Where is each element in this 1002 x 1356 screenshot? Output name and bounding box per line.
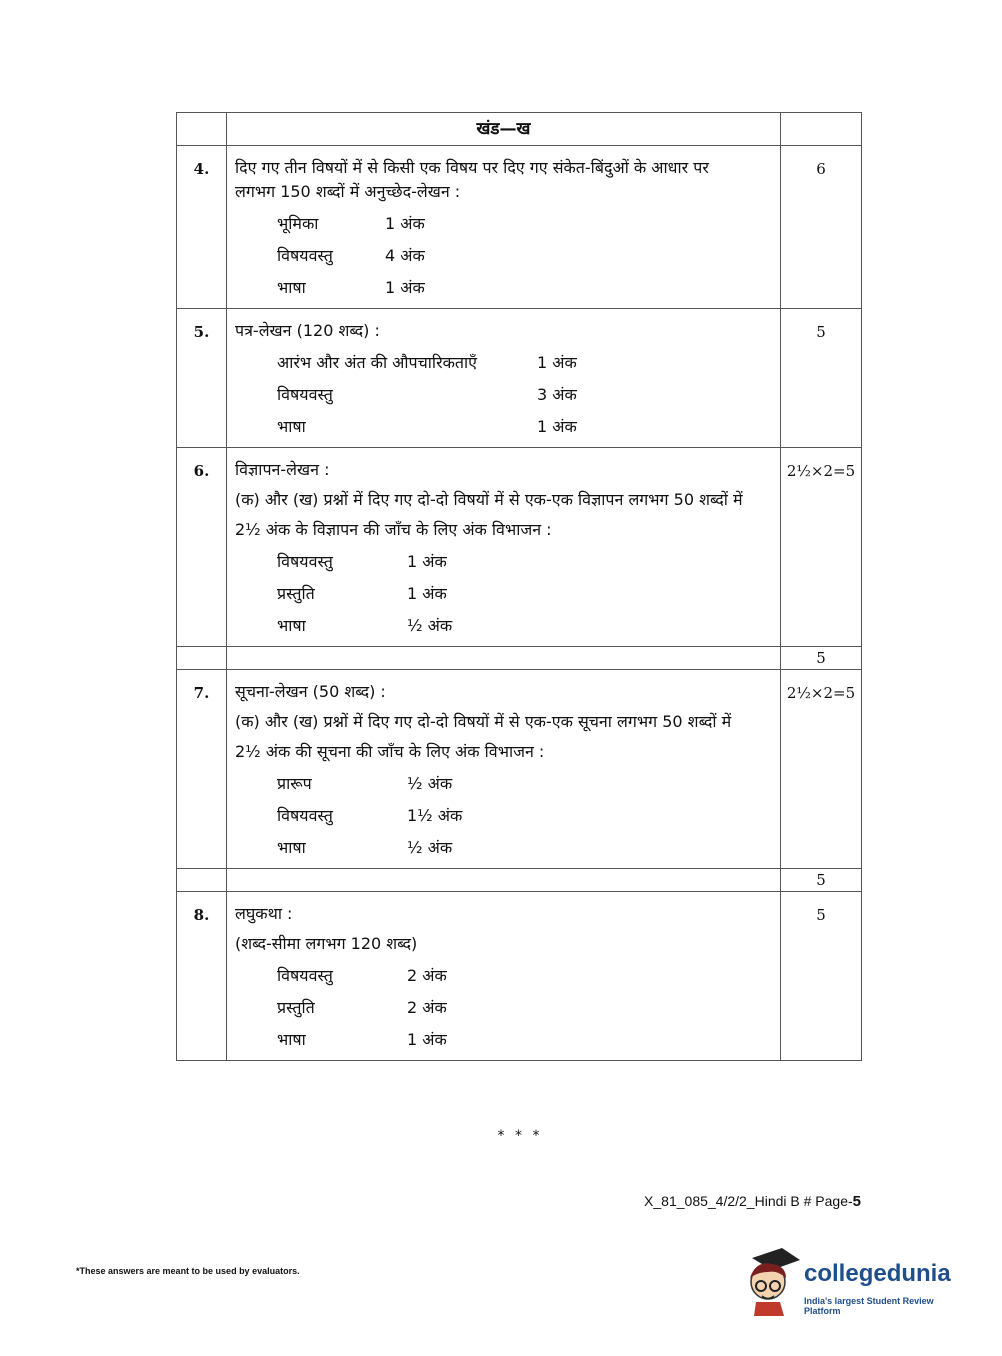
question-text: लघुकथा : bbox=[235, 904, 293, 923]
question-text: 2½ अंक के विज्ञापन की जाँच के लिए अंक विभाजन : bbox=[235, 520, 552, 539]
page-reference-code: X_81_085_4/2/2_Hindi B # Page- bbox=[644, 1193, 853, 1209]
mark-item-label: विषयवस्तु bbox=[277, 246, 333, 265]
question-text: (शब्द-सीमा लगभग 120 शब्द) bbox=[235, 934, 418, 953]
mark-item bbox=[235, 383, 772, 407]
question-text: सूचना-लेखन (50 शब्द) : bbox=[235, 682, 386, 701]
question-marks: 5 bbox=[781, 309, 862, 448]
mark-item-value: 4 अंक bbox=[385, 246, 425, 265]
mark-item-label: भाषा bbox=[277, 278, 306, 297]
total-row-6 bbox=[177, 647, 862, 670]
question-marks: 2½×2=5 bbox=[781, 670, 862, 869]
mark-item-value: 1 अंक bbox=[537, 417, 577, 436]
mark-item-value: 1 अंक bbox=[385, 278, 425, 297]
mark-item-label: प्रस्तुति bbox=[277, 998, 315, 1017]
collegedunia-logo bbox=[742, 1248, 970, 1318]
question-row-7 bbox=[177, 670, 862, 869]
page-number: 5 bbox=[852, 1193, 861, 1210]
question-text: विज्ञापन-लेखन : bbox=[235, 460, 330, 479]
mark-item bbox=[235, 772, 772, 796]
end-marker: * * * bbox=[497, 1128, 543, 1144]
question-marks: 2½×2=5 bbox=[781, 448, 862, 647]
question-body bbox=[227, 670, 781, 869]
brand-name: collegedunia bbox=[804, 1260, 951, 1287]
question-text: (क) और (ख) प्रश्नों में दिए गए दो-दो विषयों में से एक-एक विज्ञापन लगभग 50 शब्दों में bbox=[235, 490, 743, 509]
question-body bbox=[227, 448, 781, 647]
mark-item bbox=[235, 415, 772, 439]
mark-item-label: भूमिका bbox=[277, 214, 319, 233]
mark-item-value: 1 अंक bbox=[407, 584, 447, 603]
brand-tagline: India's largest Student Review Platform bbox=[804, 1296, 934, 1316]
mark-item-label: प्रस्तुति bbox=[277, 584, 315, 603]
mark-item bbox=[235, 582, 772, 606]
section-header-row bbox=[177, 113, 862, 146]
question-number: 6. bbox=[177, 448, 227, 647]
mark-item-label: विषयवस्तु bbox=[277, 385, 333, 404]
question-body bbox=[227, 892, 781, 1061]
mark-item bbox=[235, 351, 772, 375]
mark-item-label: भाषा bbox=[277, 1030, 306, 1049]
question-text: लगभग 150 शब्दों में अनुच्छेद-लेखन : bbox=[235, 182, 461, 201]
mark-item-label: भाषा bbox=[277, 838, 306, 857]
page-reference bbox=[644, 1193, 861, 1210]
question-row-5 bbox=[177, 309, 862, 448]
mark-item-value: ½ अंक bbox=[407, 774, 453, 793]
question-body bbox=[227, 309, 781, 448]
question-text: (क) और (ख) प्रश्नों में दिए गए दो-दो विषयों में से एक-एक सूचना लगभग 50 शब्दों में bbox=[235, 712, 732, 731]
mark-item-label: भाषा bbox=[277, 616, 306, 635]
question-row-4 bbox=[177, 146, 862, 309]
section-title: खंड—ख bbox=[227, 113, 781, 146]
total-row-7 bbox=[177, 869, 862, 892]
mark-item-label: आरंभ और अंत की औपचारिकताएँ bbox=[277, 353, 478, 372]
mark-item-value: 1 अंक bbox=[537, 353, 577, 372]
question-marks: 6 bbox=[781, 146, 862, 309]
mark-item-value: ½ अंक bbox=[407, 838, 453, 857]
mark-item-value: 2 अंक bbox=[407, 966, 447, 985]
mark-item-value: ½ अंक bbox=[407, 616, 453, 635]
question-body bbox=[227, 146, 781, 309]
question-row-8 bbox=[177, 892, 862, 1061]
total-marks: 5 bbox=[781, 647, 862, 670]
question-number: 7. bbox=[177, 670, 227, 869]
question-text: दिए गए तीन विषयों में से किसी एक विषय पर दिए गए संकेत-बिंदुओं के आधार पर bbox=[235, 158, 709, 177]
mark-item bbox=[235, 614, 772, 638]
question-number: 8. bbox=[177, 892, 227, 1061]
mark-item-value: 2 अंक bbox=[407, 998, 447, 1017]
mark-item-label: विषयवस्तु bbox=[277, 806, 333, 825]
mark-item-value: 1½ अंक bbox=[407, 806, 463, 825]
mark-item bbox=[235, 212, 772, 236]
question-marks: 5 bbox=[781, 892, 862, 1061]
mark-item bbox=[235, 804, 772, 828]
question-row-6 bbox=[177, 448, 862, 647]
marking-scheme-table bbox=[176, 112, 862, 1061]
mark-item-label: विषयवस्तु bbox=[277, 552, 333, 571]
mark-item-label: प्रारूप bbox=[277, 774, 312, 793]
mark-item bbox=[235, 1028, 772, 1052]
mark-item-value: 1 अंक bbox=[407, 1030, 447, 1049]
mark-item bbox=[235, 276, 772, 300]
mark-item-label: विषयवस्तु bbox=[277, 966, 333, 985]
mark-item bbox=[235, 964, 772, 988]
mark-item bbox=[235, 550, 772, 574]
mark-item-value: 3 अंक bbox=[537, 385, 577, 404]
total-marks: 5 bbox=[781, 869, 862, 892]
evaluator-footnote: *These answers are meant to be used by evaluators. bbox=[76, 1266, 300, 1276]
question-text: 2½ अंक की सूचना की जाँच के लिए अंक विभाजन : bbox=[235, 742, 545, 761]
mark-item-label: भाषा bbox=[277, 417, 306, 436]
mark-item bbox=[235, 244, 772, 268]
mark-item-value: 1 अंक bbox=[407, 552, 447, 571]
mark-item-value: 1 अंक bbox=[385, 214, 425, 233]
question-text: पत्र-लेखन (120 शब्द) : bbox=[235, 321, 380, 340]
mascot-icon bbox=[742, 1248, 802, 1316]
mark-item bbox=[235, 996, 772, 1020]
question-number: 5. bbox=[177, 309, 227, 448]
mark-item bbox=[235, 836, 772, 860]
question-number: 4. bbox=[177, 146, 227, 309]
